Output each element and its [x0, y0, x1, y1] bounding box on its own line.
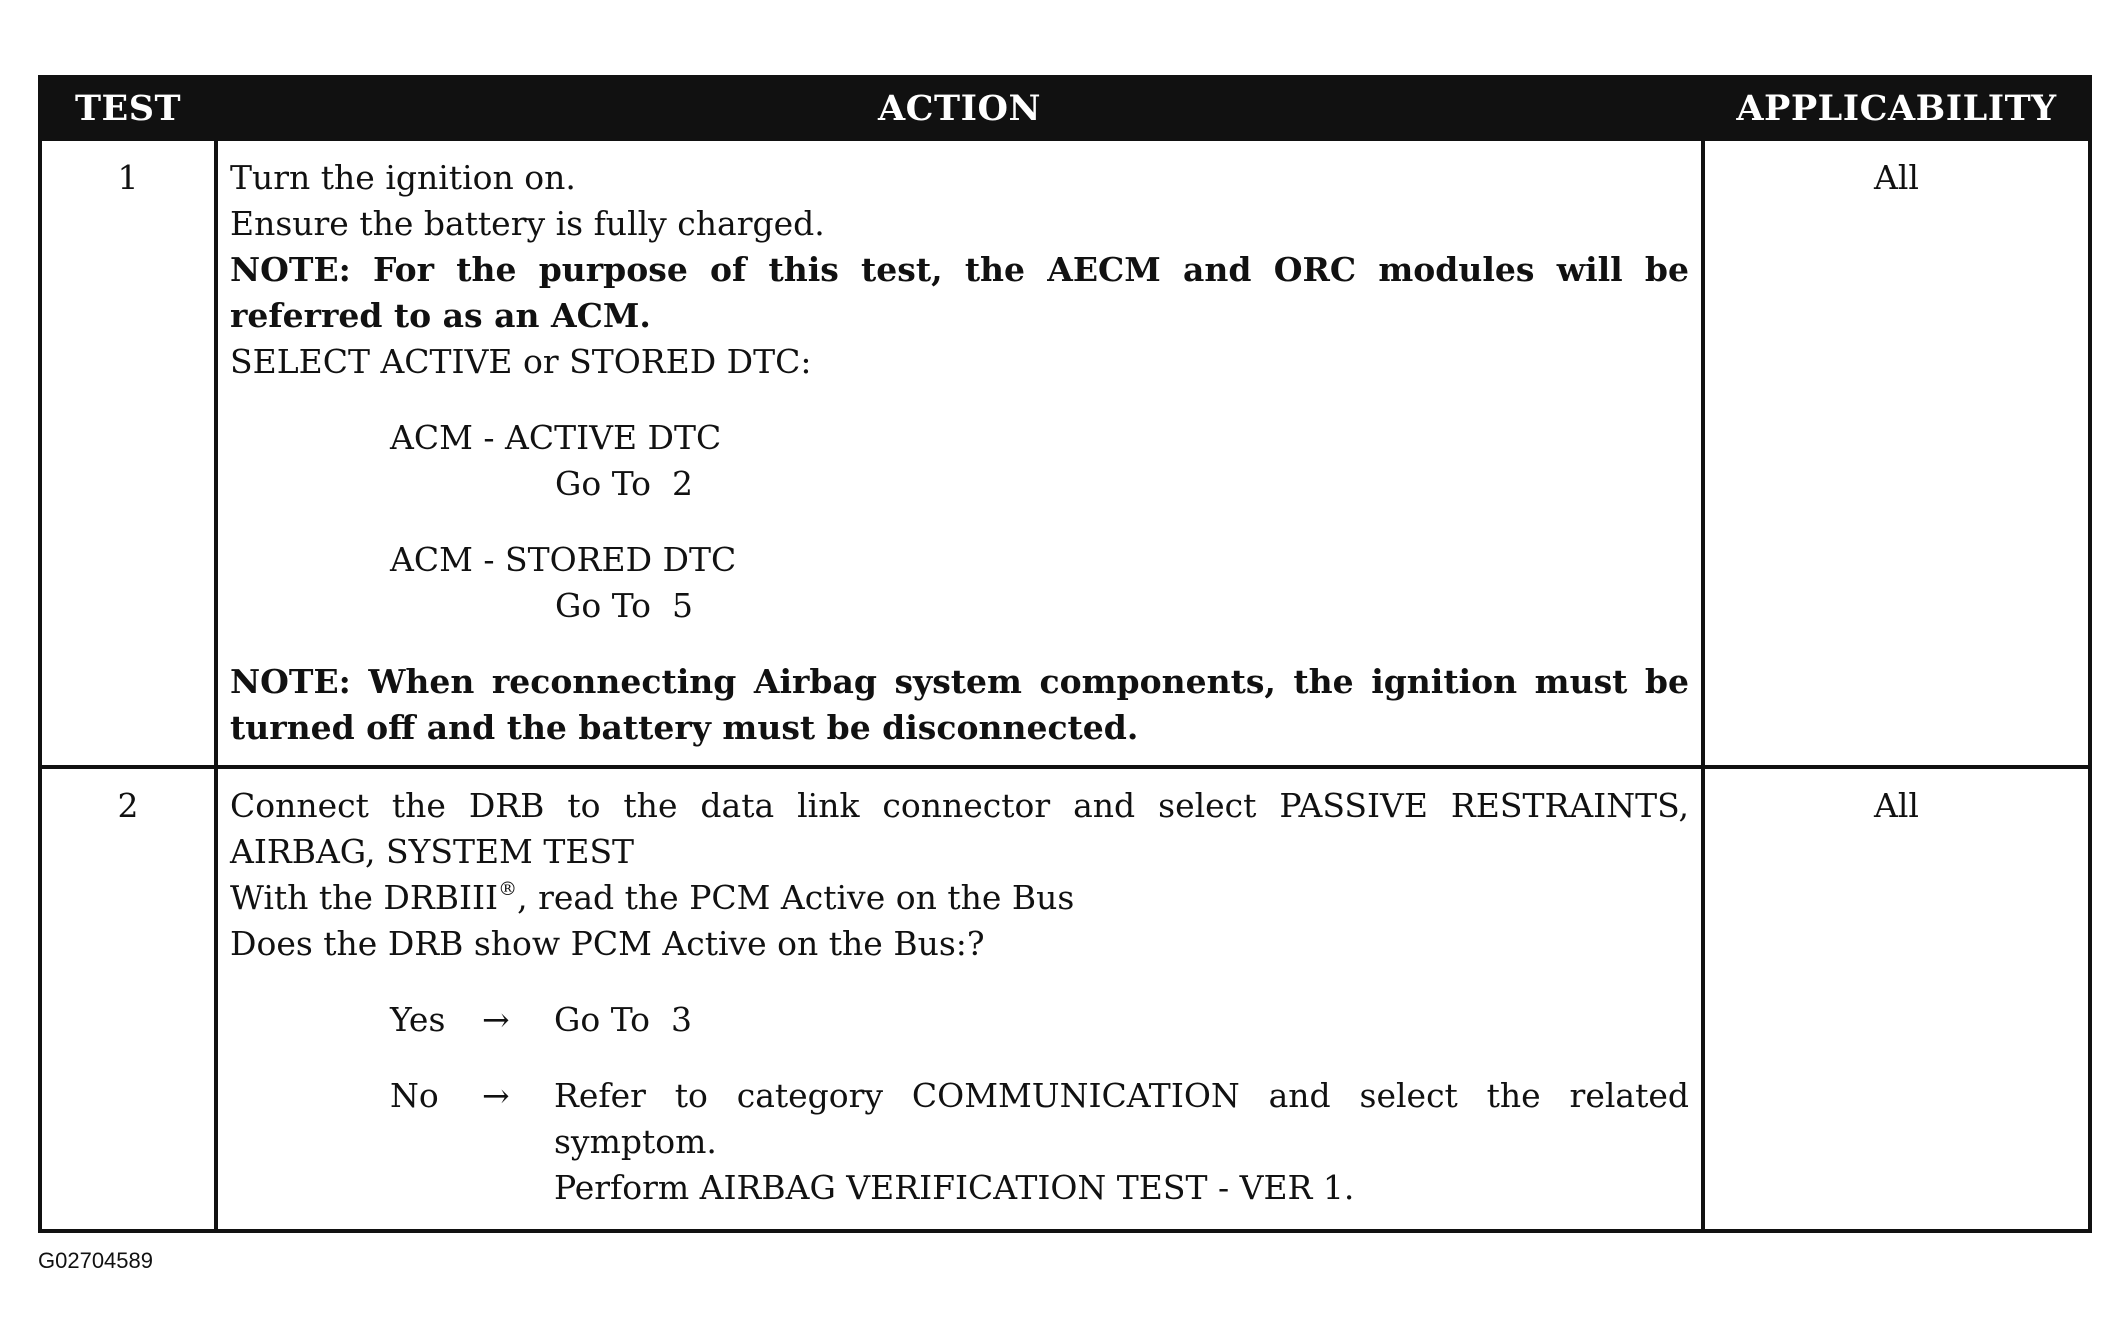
yes-branch: [390, 997, 1689, 1043]
action-line: SELECT ACTIVE or STORED DTC:: [230, 342, 812, 381]
dtc-option: ACM - STORED DTC: [390, 540, 737, 579]
action-cell: [216, 139, 1703, 767]
action-line: Turn the ignition on.: [230, 158, 576, 197]
no-label: No: [390, 1076, 439, 1115]
goto-text: Go To 3: [554, 1000, 693, 1039]
applicability-value: All: [1703, 139, 2090, 767]
note-text: NOTE: For the purpose of this test, the AECM and ORC modules will be referred to as an ACM.: [230, 250, 1689, 335]
branch-line: Refer to category COMMUNICATION and select the related symptom.: [554, 1076, 1689, 1161]
action-text: With the DRBIII: [230, 878, 499, 917]
test-number: 2: [40, 767, 216, 1231]
header-action: ACTION: [216, 77, 1703, 139]
arrow-right-icon: →: [482, 1000, 510, 1039]
test-number: 1: [40, 139, 216, 767]
branch-line: Perform AIRBAG VERIFICATION TEST - VER 1.: [554, 1168, 1355, 1207]
action-line: Does the DRB show PCM Active on the Bus:?: [230, 924, 985, 963]
header-test: TEST: [40, 77, 216, 139]
no-branch: [390, 1073, 1689, 1211]
applicability-value: All: [1703, 767, 2090, 1231]
header-applicability: APPLICABILITY: [1703, 77, 2090, 139]
goto-text: Go To 5: [555, 586, 694, 625]
action-line: Ensure the battery is fully charged.: [230, 204, 825, 243]
action-text: , read the PCM Active on the Bus: [517, 878, 1075, 917]
table-row: [40, 767, 2090, 1231]
action-cell: [216, 767, 1703, 1231]
action-line: Connect the DRB to the data link connector and select PASSIVE RESTRAINTS, AIRBAG, SYSTEM TEST: [230, 786, 1689, 871]
goto-text: Go To 2: [555, 464, 694, 503]
note-text: NOTE: When reconnecting Airbag system components, the ignition must be turned off and the battery must be disconnected.: [230, 662, 1689, 747]
registered-mark: ®: [498, 878, 518, 900]
diagnostic-test-table: [38, 75, 2092, 1233]
dtc-option: ACM - ACTIVE DTC: [390, 418, 722, 457]
table-row: [40, 139, 2090, 767]
branch-text: [554, 1073, 1689, 1211]
figure-id: G02704589: [38, 1248, 153, 1273]
arrow-right-icon: →: [482, 1076, 510, 1115]
yes-label: Yes: [390, 1000, 446, 1039]
action-line: [230, 875, 1689, 921]
table-header-row: [40, 77, 2090, 139]
